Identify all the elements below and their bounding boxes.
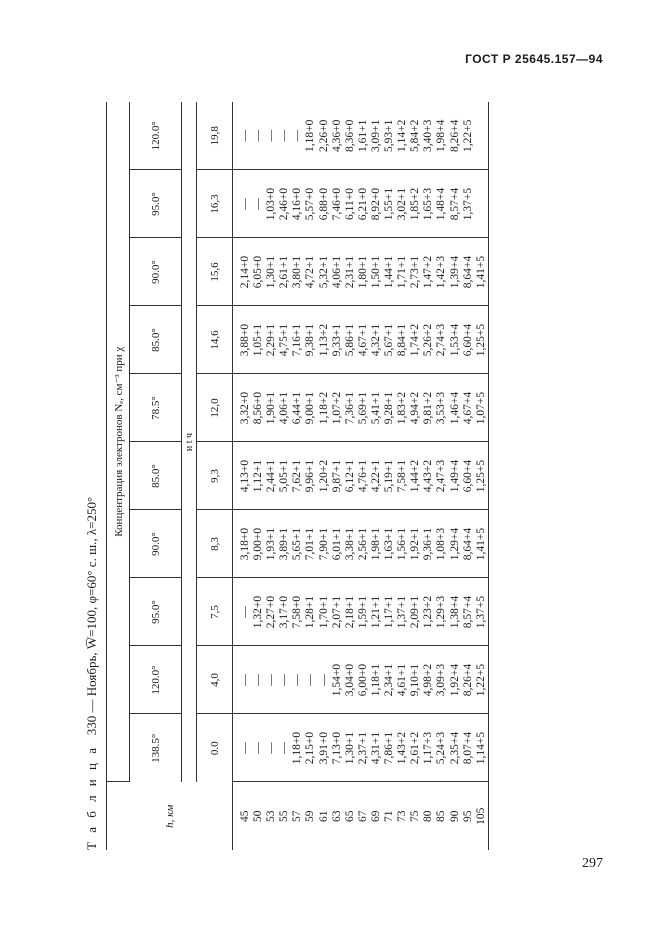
density-value: 5,41+1 — [369, 391, 382, 425]
density-value: 1,92+4 — [448, 663, 461, 697]
density-value: — — [239, 606, 251, 618]
density-value: 1,37+1 — [396, 595, 409, 629]
row-header: h, км — [107, 782, 233, 850]
data-column-4 — [233, 442, 489, 510]
density-value: 3,17+0 — [278, 595, 291, 629]
density-value: 4,22+1 — [369, 459, 382, 493]
density-value: 2,56+1 — [356, 527, 369, 561]
density-value: 6,60+4 — [461, 323, 474, 357]
density-value: 1,29+4 — [448, 527, 461, 561]
density-value: 2,07+1 — [330, 595, 343, 629]
density-value: 1,80+1 — [356, 255, 369, 289]
density-value: 1,20+2 — [317, 459, 330, 493]
chi-header-4: 85.0° — [130, 442, 182, 510]
density-value: 5,32+1 — [317, 255, 330, 289]
density-value: 1,41+5 — [474, 255, 487, 289]
density-value: 6,00+0 — [356, 663, 369, 697]
density-value: 2,61+2 — [409, 731, 422, 765]
data-column-7 — [233, 238, 489, 306]
density-value: 6,44+1 — [291, 391, 304, 425]
density-value: 1,07+5 — [474, 391, 487, 425]
density-value: 3,40+3 — [422, 119, 435, 152]
height-column — [233, 782, 489, 850]
density-value: 8,57+4 — [461, 595, 474, 629]
density-value: — — [291, 674, 304, 686]
density-value: 1,05+1 — [252, 323, 265, 357]
density-value: 5,65+1 — [291, 527, 304, 561]
density-value: 1,22+5 — [474, 663, 487, 697]
time-header-3: 8,3 — [197, 510, 233, 578]
time-header-9: 19,8 — [197, 102, 233, 170]
time-header-4: 9,3 — [197, 442, 233, 510]
data-column-6 — [233, 306, 489, 374]
data-column-3 — [233, 510, 489, 578]
density-value: 1,18+2 — [317, 391, 330, 425]
density-value: 4,67+4 — [461, 391, 474, 425]
density-value: 4,98+2 — [422, 663, 435, 697]
density-value: 2,61+1 — [278, 255, 291, 289]
density-value: 2,44+1 — [265, 459, 278, 493]
caption-text: 330 — Ноябрь, W̅=100, φ=60° с. ш., λ=250° — [84, 496, 99, 736]
density-value: 6,01+1 — [330, 527, 343, 561]
density-value: 2,15+0 — [304, 731, 317, 765]
data-column-8 — [233, 170, 489, 238]
density-value: 2,18+1 — [343, 595, 356, 629]
time-header-8: 16,3 — [197, 170, 233, 238]
density-value: 1,21+1 — [369, 595, 382, 629]
caption-prefix: Т а б л и ц а — [84, 745, 99, 850]
density-value: 2,34+1 — [383, 663, 396, 697]
density-value: 1,54+0 — [330, 663, 343, 697]
density-value: 1,56+1 — [396, 527, 409, 561]
density-value: — — [278, 674, 291, 686]
density-value: 1,18+0 — [304, 119, 317, 152]
density-value: 6,11+0 — [343, 188, 356, 220]
density-value: 7,36+1 — [343, 391, 356, 425]
density-value: 8,56+0 — [252, 391, 265, 425]
density-value: 1,83+2 — [396, 391, 409, 425]
density-value: — — [317, 674, 330, 686]
table-body-row — [233, 102, 489, 850]
density-value: 8,64+4 — [461, 527, 474, 561]
data-column-5 — [233, 374, 489, 442]
density-value: 1,23+2 — [422, 595, 435, 629]
density-value: 1,46+4 — [448, 391, 461, 425]
sub-header: и t ч — [182, 102, 197, 782]
density-value — [475, 102, 488, 170]
density-value: 1,53+4 — [448, 323, 461, 357]
density-value: — — [252, 130, 265, 142]
density-value: 1,92+1 — [409, 527, 422, 561]
height-value: 55 — [278, 810, 291, 822]
density-value: 3,38+1 — [343, 527, 356, 561]
density-value: 1,17+1 — [383, 595, 396, 629]
density-value: 2,14+0 — [239, 255, 251, 289]
density-value: 1,17+3 — [422, 731, 435, 765]
density-value: 5,67+1 — [383, 323, 396, 357]
density-value: 4,43+2 — [422, 459, 435, 493]
density-value: 1,28+1 — [304, 595, 317, 629]
density-value: 3,18+0 — [239, 527, 251, 561]
height-value: 75 — [409, 810, 422, 822]
density-value: 1,74+2 — [409, 323, 422, 357]
chi-header-5: 78.5° — [130, 374, 182, 442]
density-value: 4,94+2 — [409, 391, 422, 425]
chi-header-8: 95.0° — [130, 170, 182, 238]
density-value: 1,70+1 — [317, 595, 330, 629]
density-value: 1,18+0 — [291, 731, 304, 765]
density-value: — — [278, 130, 291, 142]
density-value: 3,02+1 — [396, 187, 409, 221]
height-value: 50 — [252, 810, 265, 822]
density-value: 5,86+1 — [343, 323, 356, 357]
density-value: 2,73+1 — [409, 255, 422, 289]
density-value: 1,29+3 — [435, 595, 448, 629]
density-value: 8,26+4 — [461, 663, 474, 697]
height-value: 63 — [330, 810, 343, 822]
density-value: 9,87+1 — [330, 459, 343, 493]
density-value: 1,37+5 — [474, 595, 487, 629]
density-value: 1,38+4 — [448, 595, 461, 629]
density-value: 9,28+1 — [383, 391, 396, 425]
density-value: 1,41+5 — [474, 527, 487, 561]
density-value: 2,74+3 — [435, 323, 448, 357]
density-value: 1,93+1 — [265, 527, 278, 561]
density-value: 1,37+5 — [461, 187, 474, 221]
density-value: — — [252, 674, 265, 686]
density-value: 1,25+5 — [474, 459, 487, 493]
density-value: 2,26+0 — [317, 119, 330, 152]
density-value: 2,31+1 — [343, 255, 356, 289]
density-value: 5,24+3 — [435, 731, 448, 765]
density-value: 1,61+1 — [356, 119, 369, 152]
density-value: 5,19+1 — [383, 459, 396, 493]
density-value: 4,06+1 — [278, 391, 291, 425]
chi-header-0: 138.5° — [130, 714, 182, 782]
density-value: 3,53+3 — [435, 391, 448, 425]
density-value: 2,29+1 — [265, 323, 278, 357]
chi-header-7: 90.0° — [130, 238, 182, 306]
data-column-0 — [233, 714, 489, 782]
density-value: 7,86+1 — [383, 731, 396, 765]
density-value: 2,27+0 — [265, 595, 278, 629]
density-value: 1,59+1 — [356, 595, 369, 629]
time-header-7: 15,6 — [197, 238, 233, 306]
time-header-row — [197, 102, 233, 850]
density-value: 1,49+4 — [448, 459, 461, 493]
density-value: 1,63+1 — [383, 527, 396, 561]
density-value: 4,61+1 — [396, 663, 409, 697]
density-value: 3,80+1 — [291, 255, 304, 289]
height-value: 85 — [435, 810, 448, 822]
density-value: 1,07+2 — [330, 391, 343, 425]
density-value: 1,50+1 — [369, 255, 382, 289]
density-value: 9,10+1 — [409, 663, 422, 697]
density-value: 5,26+2 — [422, 323, 435, 357]
density-value: 9,36+1 — [422, 527, 435, 561]
rotated-table-block — [80, 90, 600, 850]
density-value: 7,16+1 — [291, 323, 304, 357]
density-value: 1,03+0 — [265, 187, 278, 221]
density-value: 1,44+2 — [409, 459, 422, 493]
density-value: 4,67+1 — [356, 323, 369, 357]
density-value: — — [265, 674, 278, 686]
page-number: 297 — [582, 856, 603, 871]
height-value: 53 — [265, 810, 278, 822]
density-value: 5,93+1 — [383, 119, 396, 152]
density-value: 1,18+1 — [369, 663, 382, 697]
height-value: 90 — [448, 810, 461, 822]
density-value: 6,05+0 — [252, 255, 265, 289]
density-value: 4,72+1 — [304, 255, 317, 289]
table-title: Концентрация электронов Nₑ, см⁻³ при χ — [107, 102, 130, 782]
density-value: 4,36+0 — [330, 119, 343, 152]
density-value: — — [304, 674, 317, 686]
density-value: 1,14+2 — [396, 119, 409, 152]
density-value: 1,30+1 — [265, 255, 278, 289]
time-header-5: 12,0 — [197, 374, 233, 442]
density-value: 7,13+0 — [330, 731, 343, 765]
density-value: 1,32+0 — [252, 595, 265, 629]
document-header: ГОСТ Р 25645.157—94 — [465, 52, 603, 66]
density-value: 4,32+1 — [369, 323, 382, 357]
chi-header-9: 120.0° — [130, 102, 182, 170]
density-value: 1,08+3 — [435, 527, 448, 561]
density-value: 4,06+1 — [330, 255, 343, 289]
density-value: 2,09+1 — [409, 595, 422, 629]
density-value: 1,43+2 — [396, 731, 409, 765]
density-value: 7,62+1 — [291, 459, 304, 493]
height-value: 65 — [343, 810, 356, 822]
height-value: 69 — [369, 810, 382, 822]
density-value: 1,65+3 — [422, 187, 435, 221]
density-value: 3,89+1 — [278, 527, 291, 561]
height-value: 95 — [461, 810, 474, 822]
chi-header-1: 120.0° — [130, 646, 182, 714]
density-value: 1,48+4 — [435, 187, 448, 221]
density-value: 8,26+4 — [448, 119, 461, 152]
density-value: 1,90+1 — [265, 391, 278, 425]
density-value: — — [239, 198, 251, 210]
density-value: 5,57+0 — [304, 187, 317, 221]
density-value: 8,92+0 — [369, 187, 382, 221]
density-value: 6,88+0 — [317, 187, 330, 221]
height-value: 61 — [317, 810, 330, 822]
density-value: 4,13+0 — [239, 459, 251, 493]
density-value: 9,00+1 — [304, 391, 317, 425]
density-value: 4,75+1 — [278, 323, 291, 357]
density-value: — — [278, 742, 291, 754]
density-value: 9,96+1 — [304, 459, 317, 493]
height-value: 71 — [383, 810, 396, 822]
density-value: 3,09+1 — [369, 119, 382, 152]
density-value: 4,76+1 — [356, 459, 369, 493]
density-value: 9,38+1 — [304, 323, 317, 357]
density-value: 1,30+1 — [343, 731, 356, 765]
density-value: 6,12+1 — [343, 459, 356, 493]
height-value: 59 — [304, 810, 317, 822]
time-header-0: 0.0 — [197, 714, 233, 782]
density-value: 1,13+2 — [317, 323, 330, 357]
density-value: 5,69+1 — [356, 391, 369, 425]
density-value: — — [265, 130, 278, 142]
density-value: 1,22+5 — [461, 119, 474, 152]
density-value: 6,60+4 — [461, 459, 474, 493]
density-value: 8,36+0 — [343, 119, 356, 152]
height-value: 67 — [356, 810, 369, 822]
density-value: 2,46+0 — [278, 187, 291, 221]
density-value: — — [239, 130, 251, 142]
density-value: 7,46+0 — [330, 187, 343, 221]
density-value: 9,00+0 — [252, 527, 265, 561]
height-value: 45 — [239, 810, 251, 822]
time-header-6: 14,6 — [197, 306, 233, 374]
density-value: — — [265, 742, 278, 754]
density-value: 7,58+0 — [291, 595, 304, 629]
time-header-2: 7,5 — [197, 578, 233, 646]
height-value: 73 — [396, 810, 409, 822]
density-value: 4,31+1 — [369, 731, 382, 765]
density-value: 9,33+1 — [330, 323, 343, 357]
density-value: 2,47+3 — [435, 459, 448, 493]
chi-header-6: 85.0° — [130, 306, 182, 374]
density-value: 1,98+1 — [369, 527, 382, 561]
density-value: 9,81+2 — [422, 391, 435, 425]
density-value: 1,14+5 — [474, 731, 487, 765]
height-value: 105 — [474, 807, 487, 825]
density-value: 4,16+0 — [291, 187, 304, 221]
density-value: 1,71+1 — [396, 255, 409, 289]
density-value: 3,88+0 — [239, 323, 251, 357]
density-value: 7,01+1 — [304, 527, 317, 561]
density-value: 7,90+1 — [317, 527, 330, 561]
density-value: 8,07+4 — [461, 731, 474, 765]
density-value: 3,09+3 — [435, 663, 448, 697]
chi-header-3: 90.0° — [130, 510, 182, 578]
density-value: 2,35+4 — [448, 731, 461, 765]
density-value: 8,64+4 — [461, 255, 474, 289]
electron-density-table — [106, 102, 489, 850]
data-column-1 — [233, 646, 489, 714]
density-value: 1,85+2 — [409, 187, 422, 221]
time-header-1: 4,0 — [197, 646, 233, 714]
density-value: — — [252, 198, 265, 210]
density-value: 5,84+2 — [409, 119, 422, 152]
density-value: 6,21+0 — [356, 187, 369, 221]
density-value: 1,44+1 — [383, 255, 396, 289]
density-value: — — [239, 674, 251, 686]
density-value: 3,91+0 — [317, 731, 330, 765]
density-value: 1,47+2 — [422, 255, 435, 289]
density-value: 8,57+4 — [448, 187, 461, 221]
density-value: 2,37+1 — [356, 731, 369, 765]
table-caption — [80, 497, 104, 850]
density-value: — — [291, 130, 304, 142]
density-value: — — [252, 742, 265, 754]
density-value: 1,25+5 — [474, 323, 487, 357]
density-value: 3,04+0 — [343, 663, 356, 697]
chi-header-row — [130, 102, 182, 850]
density-value: — — [239, 742, 251, 754]
density-value: 1,98+4 — [435, 119, 448, 152]
density-value: 5,05+1 — [278, 459, 291, 493]
density-value: 7,58+1 — [396, 459, 409, 493]
height-value: 80 — [422, 810, 435, 822]
density-value: 8,84+1 — [396, 323, 409, 357]
data-column-9 — [233, 102, 489, 170]
chi-header-2: 95.0° — [130, 578, 182, 646]
density-value: 1,12+1 — [252, 459, 265, 493]
landscape-content — [80, 90, 600, 850]
data-column-2 — [233, 578, 489, 646]
density-value: 1,55+1 — [383, 187, 396, 221]
density-value — [475, 171, 488, 238]
density-value: 3,32+0 — [239, 391, 251, 425]
height-value: 57 — [291, 810, 304, 822]
density-value: 1,39+4 — [448, 255, 461, 289]
density-value: 1,42+3 — [435, 255, 448, 289]
